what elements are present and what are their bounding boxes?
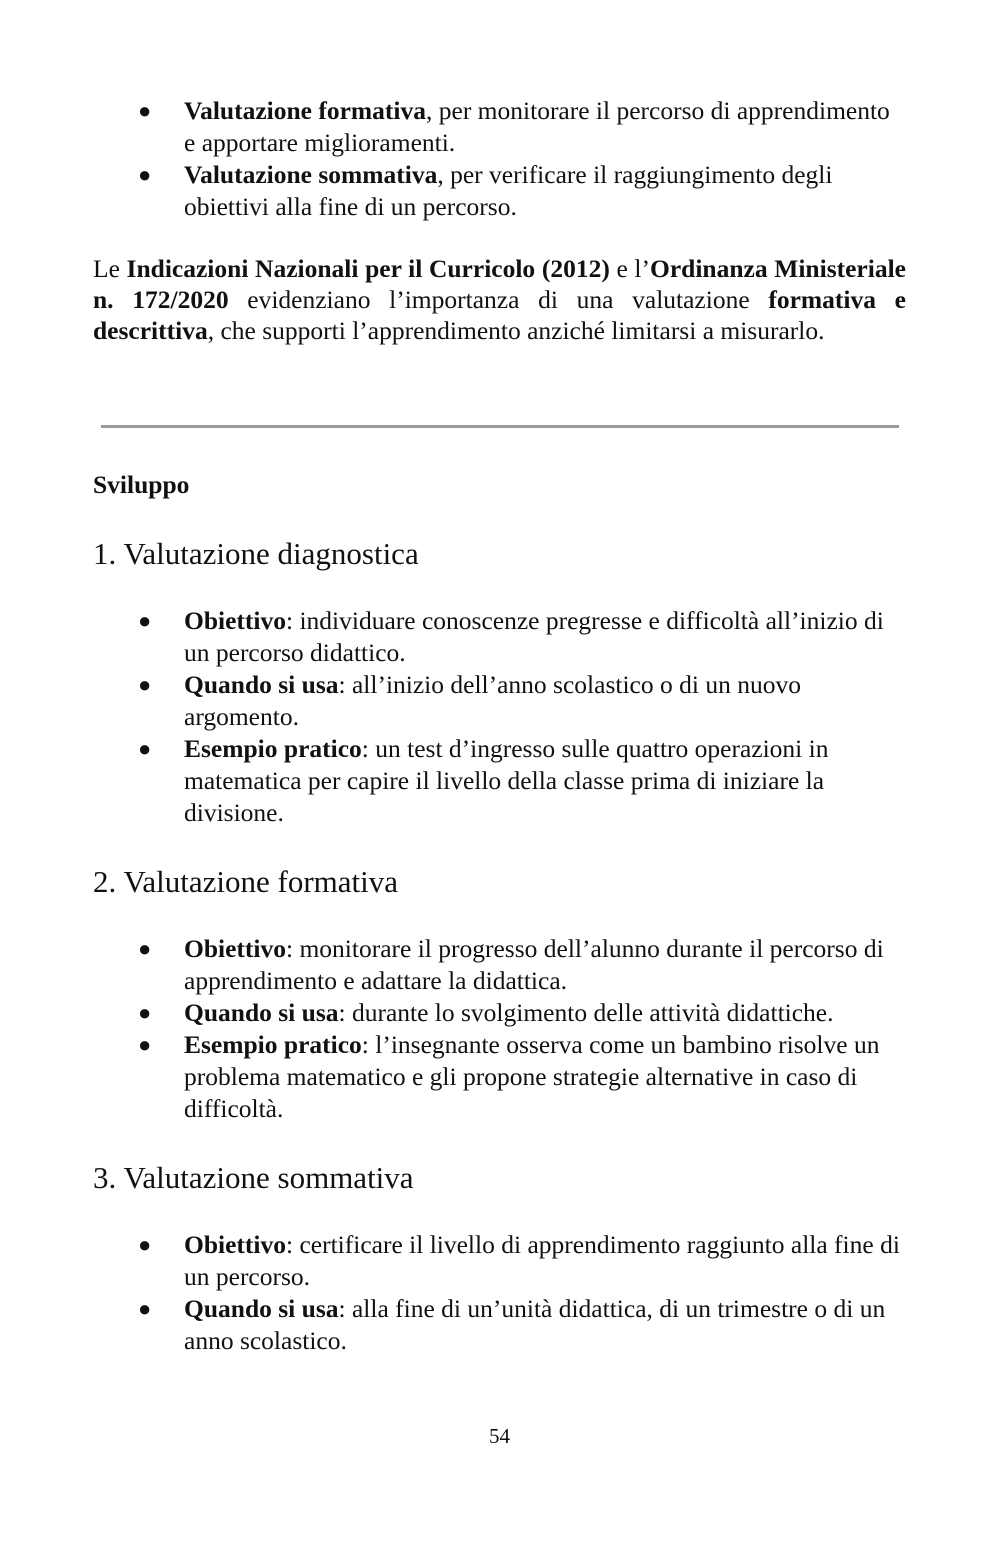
- list-item: [93, 159, 906, 223]
- paragraph-bold: Ordinanza Ministeriale n. 172/2020: [93, 254, 906, 314]
- page-number: 54: [489, 1424, 510, 1448]
- bullet-icon: ●: [138, 736, 152, 761]
- item-text: : certificare il livello di apprendimento raggiunto alla fine di un percorso.: [184, 1230, 900, 1291]
- bullet-icon: ●: [138, 1232, 152, 1257]
- bullet-icon: ●: [138, 672, 152, 697]
- bullet-icon: ●: [138, 162, 152, 187]
- item-term: Quando si usa: [184, 1294, 339, 1323]
- document-page: [93, 0, 906, 1545]
- list-item: [93, 733, 906, 829]
- item-term: Obiettivo: [184, 606, 286, 635]
- item-text: , per monitorare il percorso di apprendimento e apportare miglioramenti.: [184, 96, 890, 157]
- intro-paragraph: [93, 253, 906, 346]
- bullet-icon: ●: [138, 1000, 152, 1025]
- paragraph-bold: Indicazioni Nazionali per il Curricolo (2012): [126, 254, 610, 283]
- paragraph-text: e l’: [609, 254, 651, 283]
- item-text: : monitorare il progresso dell’alunno durante il percorso di apprendimento e adattare la didattica.: [184, 934, 884, 995]
- section-heading: 3. Valutazione sommativa: [93, 1160, 414, 1195]
- list-item: [93, 605, 906, 669]
- section-bullet-list: [93, 933, 906, 1125]
- item-text: : alla fine di un’unità didattica, di un trimestre o di un anno scolastico.: [184, 1294, 886, 1355]
- paragraph-bold: formativa e descrittiva: [93, 285, 906, 345]
- item-term: Esempio pratico: [184, 1030, 362, 1059]
- section-bullet-list: [93, 1229, 906, 1357]
- item-text: : l’insegnante osserva come un bambino risolve un problema matematico e gli propone strategie alternative in caso di difficoltà.: [184, 1030, 880, 1123]
- bullet-icon: ●: [138, 98, 152, 123]
- bullet-icon: ●: [138, 1032, 152, 1057]
- horizontal-divider: [101, 425, 899, 428]
- section-heading: 1. Valutazione diagnostica: [93, 536, 419, 571]
- bullet-icon: ●: [138, 936, 152, 961]
- list-item: [93, 1229, 906, 1293]
- list-item: [93, 95, 906, 159]
- item-text: : un test d’ingresso sulle quattro operazioni in matematica per capire il livello della classe prima di iniziare la divisione.: [184, 734, 829, 827]
- list-item: [93, 669, 906, 733]
- item-text: : all’inizio dell’anno scolastico o di un nuovo argomento.: [184, 670, 801, 731]
- paragraph-text: Le: [93, 254, 127, 283]
- item-text: : durante lo svolgimento delle attività didattiche.: [338, 998, 834, 1027]
- list-item: [93, 933, 906, 997]
- list-item: [93, 1293, 906, 1357]
- item-term: Valutazione formativa: [184, 96, 426, 125]
- list-item: [93, 997, 906, 1029]
- section-heading: 2. Valutazione formativa: [93, 864, 399, 899]
- paragraph-text: , che supporti l’apprendimento anziché limitarsi a misurarlo.: [207, 316, 825, 345]
- item-term: Obiettivo: [184, 934, 286, 963]
- paragraph-text: evidenziano l’importanza di una valutazione: [228, 285, 769, 314]
- item-text: , per verificare il raggiungimento degli obiettivi alla fine di un percorso.: [184, 160, 833, 221]
- item-term: Quando si usa: [184, 998, 339, 1027]
- list-item: [93, 1029, 906, 1125]
- item-term: Obiettivo: [184, 1230, 286, 1259]
- item-term: Esempio pratico: [184, 734, 362, 763]
- intro-bullet-list: [93, 95, 906, 223]
- section-bullet-list: [93, 605, 906, 829]
- item-text: : individuare conoscenze pregresse e difficoltà all’inizio di un percorso didattico.: [184, 606, 884, 667]
- section-label: Sviluppo: [93, 470, 190, 499]
- bullet-icon: ●: [138, 1296, 152, 1321]
- item-term: Valutazione sommativa: [184, 160, 438, 189]
- item-term: Quando si usa: [184, 670, 339, 699]
- bullet-icon: ●: [138, 608, 152, 633]
